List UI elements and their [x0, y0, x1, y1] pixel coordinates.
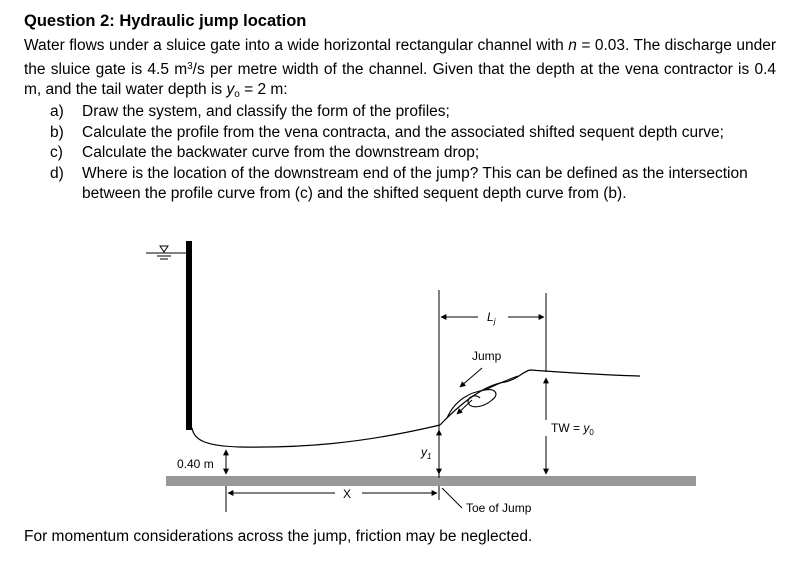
item-label: a)	[50, 103, 64, 120]
jump-label: Jump	[472, 349, 502, 363]
jump-pointer	[460, 368, 482, 387]
toe-label: Toe of Jump	[466, 501, 532, 515]
toe-pointer	[442, 488, 462, 508]
item-label: b)	[50, 123, 64, 141]
intro-text-4: = 2 m:	[239, 81, 288, 98]
jump-roller	[447, 390, 496, 418]
y-symbol: y	[226, 81, 235, 98]
depth-label: 0.40 m	[177, 457, 214, 471]
y1-label: $y_1$	[421, 445, 432, 461]
water-level-symbol	[146, 246, 188, 259]
lj-label: $L_j$	[487, 310, 496, 326]
item-text: Calculate the profile from the vena contracta, and the associated shifted sequent depth curve;	[82, 123, 724, 141]
question-title: Question 2: Hydraulic jump location	[24, 12, 307, 30]
footnote: For momentum considerations across the jump, friction may be neglected.	[24, 528, 533, 545]
item-text: Where is the location of the downstream end of the jump? This can be defined as the intersection between the profile curve from (c) and the shifted sequent depth curve from (b).	[82, 164, 748, 202]
jump-roller-inner	[485, 376, 518, 390]
intro-text-2: = 0.03. The discharge under the sluice gate is 4.5 m	[24, 37, 776, 78]
item-label: d)	[50, 164, 64, 182]
intro-text-1: Water flows under a sluice gate into a wide horizontal rectangular channel with	[24, 37, 569, 54]
item-text: Draw the system, and classify the form of the profiles;	[82, 103, 450, 120]
channel-bed	[166, 476, 696, 486]
tw-label: TW = $y_0$	[551, 421, 594, 437]
cube-superscript: 3	[187, 60, 193, 72]
y-subscript: o	[234, 89, 240, 100]
sluice-gate	[186, 241, 192, 430]
x-label: X	[343, 487, 352, 501]
n-symbol: n	[568, 37, 577, 54]
intro-text-3: /s per metre width of the channel. Given that the depth at the vena contractor is 0.4 m, and the tail water depth is	[24, 60, 776, 98]
supercritical-profile	[192, 425, 440, 447]
item-label: c)	[50, 144, 63, 161]
item-text: Calculate the backwater curve from the downstream drop;	[82, 144, 480, 161]
